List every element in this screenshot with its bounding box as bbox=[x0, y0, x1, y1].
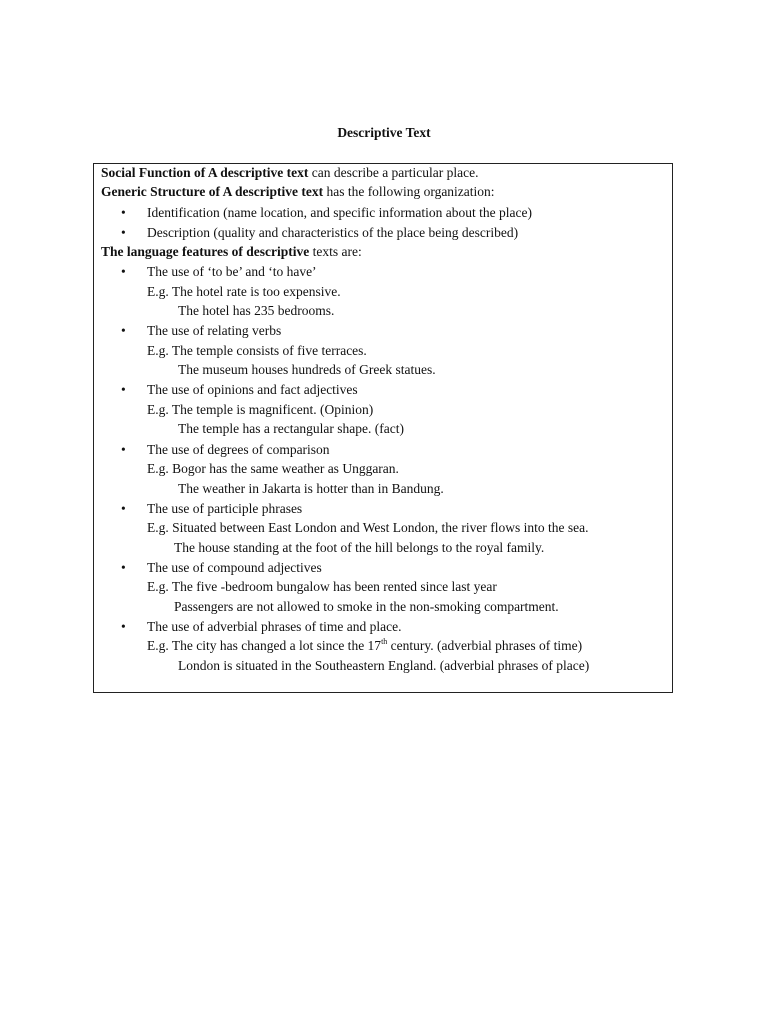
bullet-icon: • bbox=[121, 382, 126, 397]
social-function-text: can describe a particular place. bbox=[308, 165, 479, 180]
feature-example: E.g. The five -bedroom bungalow has been rented since last year bbox=[147, 579, 497, 594]
feature-example: The museum houses hundreds of Greek statues. bbox=[178, 362, 436, 377]
feature-example: The hotel has 235 bedrooms. bbox=[178, 303, 335, 318]
language-features-heading: The language features of descriptive bbox=[101, 244, 310, 259]
bullet-icon: • bbox=[121, 501, 126, 516]
social-function-line bbox=[101, 164, 479, 182]
structure-item-identification: Identification (name location, and specific information about the place) bbox=[147, 205, 532, 220]
bullet-icon: • bbox=[121, 442, 126, 457]
ordinal-superscript: th bbox=[381, 637, 388, 646]
generic-structure-line bbox=[101, 183, 495, 201]
bullet-icon: • bbox=[121, 323, 126, 338]
feature-example: The temple has a rectangular shape. (fact) bbox=[178, 421, 405, 436]
structure-item-description: Description (quality and characteristics of the place being described) bbox=[147, 225, 519, 240]
bullet-icon: • bbox=[121, 225, 126, 240]
bullet-icon: • bbox=[121, 619, 126, 634]
social-function-heading: Social Function of A descriptive text bbox=[101, 165, 309, 180]
content-box bbox=[93, 163, 673, 693]
feature-label: The use of adverbial phrases of time and place. bbox=[147, 619, 402, 634]
feature-example bbox=[147, 637, 582, 655]
generic-structure-text: has the following organization: bbox=[323, 184, 495, 199]
language-features-text: texts are: bbox=[309, 244, 362, 259]
feature-example: E.g. The hotel rate is too expensive. bbox=[147, 284, 341, 299]
feature-label: The use of compound adjectives bbox=[147, 560, 322, 575]
example-text: century. (adverbial phrases of time) bbox=[387, 638, 583, 653]
example-text: E.g. The city has changed a lot since the 17 bbox=[147, 638, 382, 653]
feature-example: E.g. Situated between East London and West London, the river flows into the sea. bbox=[147, 520, 589, 535]
feature-label: The use of participle phrases bbox=[147, 501, 303, 516]
feature-label: The use of degrees of comparison bbox=[147, 442, 330, 457]
feature-example: E.g. The temple is magnificent. (Opinion) bbox=[147, 402, 374, 417]
feature-label: The use of ‘to be’ and ‘to have’ bbox=[147, 264, 317, 279]
bullet-icon: • bbox=[121, 560, 126, 575]
feature-example: The weather in Jakarta is hotter than in Bandung. bbox=[178, 481, 444, 496]
generic-structure-heading: Generic Structure of A descriptive text bbox=[101, 184, 324, 199]
feature-example: E.g. The temple consists of five terraces. bbox=[147, 343, 367, 358]
language-features-line bbox=[101, 243, 362, 261]
feature-label: The use of relating verbs bbox=[147, 323, 282, 338]
feature-example: The house standing at the foot of the hill belongs to the royal family. bbox=[174, 540, 545, 555]
feature-example: Passengers are not allowed to smoke in the non-smoking compartment. bbox=[174, 599, 559, 614]
document-title: Descriptive Text bbox=[337, 125, 431, 140]
bullet-icon: • bbox=[121, 205, 126, 220]
feature-example: E.g. Bogor has the same weather as Unggaran. bbox=[147, 461, 399, 476]
feature-example: London is situated in the Southeastern England. (adverbial phrases of place) bbox=[178, 658, 590, 673]
feature-label: The use of opinions and fact adjectives bbox=[147, 382, 358, 397]
bullet-icon: • bbox=[121, 264, 126, 279]
